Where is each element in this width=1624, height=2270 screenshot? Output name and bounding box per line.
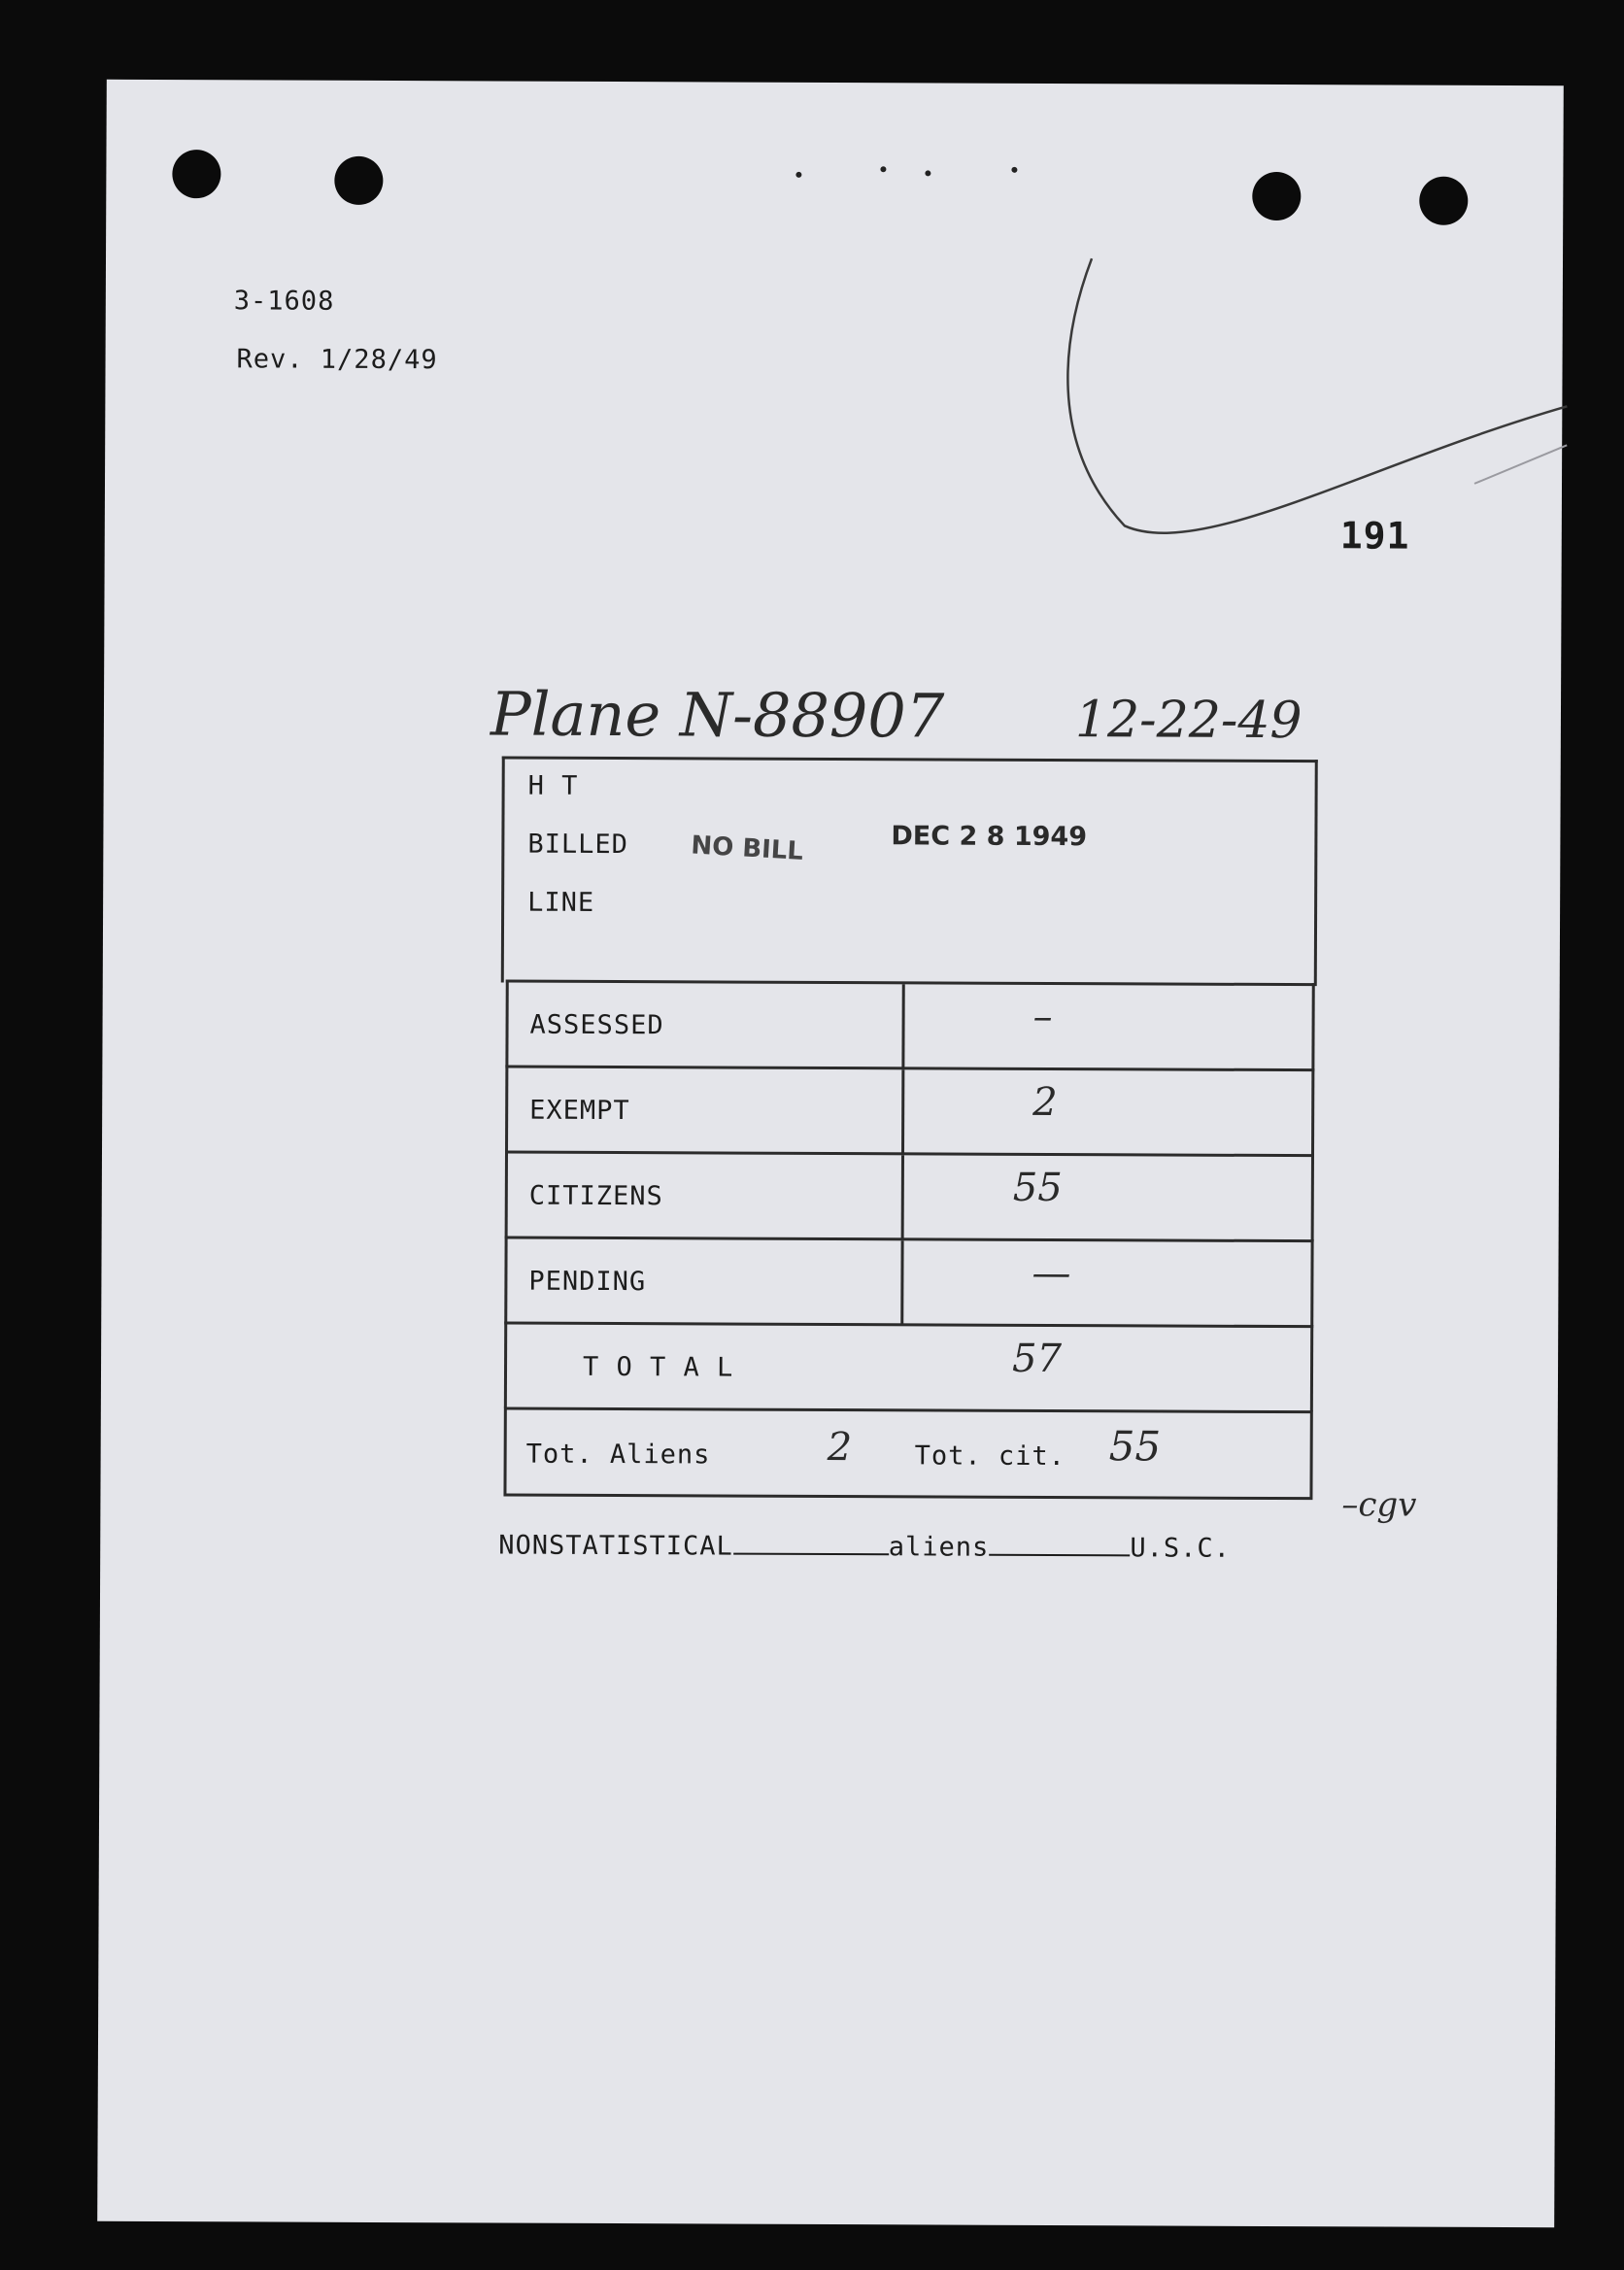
speck (925, 170, 930, 176)
speck (795, 172, 801, 178)
billed-label: BILLED (527, 829, 628, 861)
citizens-label: CITIZENS (528, 1180, 663, 1212)
speck (1011, 167, 1017, 173)
totals-row (503, 1407, 1312, 1501)
punch-hole (334, 156, 383, 205)
exempt-label: EXEMPT (529, 1095, 630, 1127)
tot-aliens-value: 2 (827, 1424, 853, 1471)
total-value: 57 (1011, 1336, 1063, 1382)
total-row (504, 1322, 1313, 1412)
nonstatistical-label: NONSTATISTICAL (498, 1530, 733, 1562)
table-row (505, 1151, 1314, 1241)
citizens-value: 55 (1012, 1165, 1063, 1211)
total-label: T O T A L (582, 1351, 734, 1383)
page-number: 191 (1339, 514, 1410, 558)
no-bill-stamp: NO BILL (690, 830, 804, 866)
punch-hole (172, 150, 220, 198)
ht-label: H T (527, 770, 579, 801)
column-divider (901, 1155, 904, 1238)
header-box (501, 757, 1318, 987)
handwritten-date: 12-22-49 (1074, 691, 1303, 751)
margin-initials: –cgv (1341, 1485, 1417, 1525)
pending-label: PENDING (528, 1266, 647, 1298)
blank-line (733, 1530, 889, 1556)
received-date-stamp: DEC 2 8 1949 (891, 821, 1088, 853)
blank-line (989, 1531, 1130, 1557)
table-row (505, 1066, 1314, 1156)
table-row (504, 1237, 1313, 1327)
document-sheet (97, 80, 1564, 2228)
punch-hole (1252, 172, 1301, 220)
speck (880, 166, 886, 172)
punch-hole (1419, 177, 1468, 225)
column-divider (901, 984, 904, 1067)
revision-date: Rev. 1/28/49 (236, 344, 438, 376)
pending-value: — (1032, 1250, 1071, 1297)
column-divider (901, 1069, 904, 1153)
exempt-value: 2 (1032, 1079, 1058, 1126)
line-label: LINE (527, 887, 595, 918)
handwritten-vessel: Plane N-88907 (490, 678, 945, 752)
assessed-label: ASSESSED (529, 1009, 664, 1041)
form-number: 3-1608 (233, 286, 335, 317)
tot-citizens-label: Tot. cit. (914, 1440, 1066, 1473)
nonstatistical-line (498, 1529, 1231, 1564)
tot-citizens-value: 55 (1108, 1422, 1162, 1471)
aliens-label: aliens (888, 1532, 990, 1563)
usc-label: U.S.C. (1130, 1533, 1231, 1564)
tot-aliens-label: Tot. Aliens (525, 1439, 711, 1471)
manifest-tally-form (498, 757, 1315, 1505)
table-row (505, 980, 1314, 1070)
column-divider (900, 1240, 903, 1324)
pen-stroke (1047, 249, 1573, 561)
assessed-value: – (1032, 994, 1053, 1039)
